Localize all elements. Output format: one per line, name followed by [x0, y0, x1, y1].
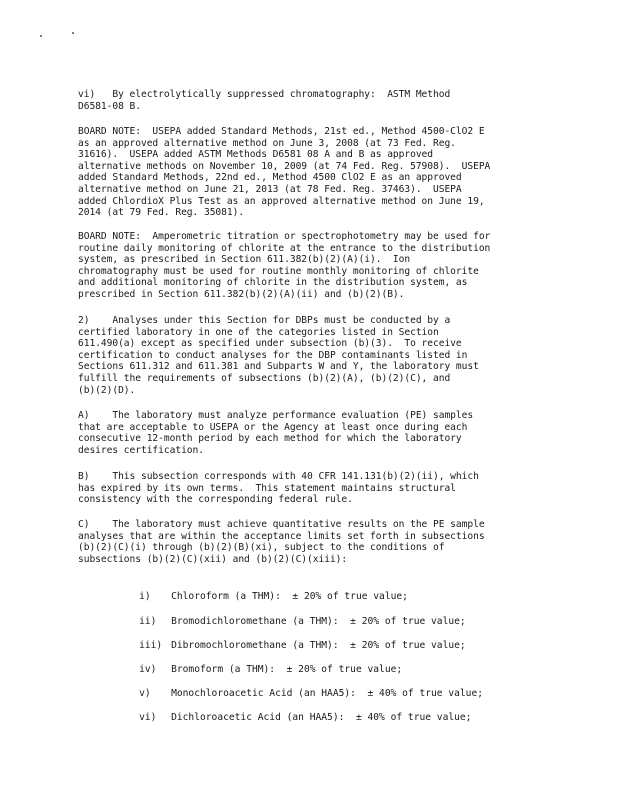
list-item-number: vi): [139, 711, 157, 723]
list-item-number: v): [139, 687, 151, 699]
paragraph-A-pe-samples: A) The laboratory must analyze performance evaluation (PE) samples that are acceptable to USEPA or the Agency at least once during each consecutive 12-month period by each method for which the laboratory desires certification.: [78, 410, 474, 456]
paragraph-C-acceptance-limits: C) The laboratory must achieve quantitative results on the PE sample analyses that are within the acceptance limits set forth in subsections (b)(2)(C)(i) through (b)(2)(B)(xi), subject to the conditions of subsections (b)(2)(C)(xii) and (b)(2)(C)(xiii):: [78, 519, 485, 565]
list-item-number: iii): [139, 639, 163, 651]
list-item-number: iv): [139, 663, 157, 675]
list-item-text: Monochloroacetic Acid (an HAA5): ± 40% of true value;: [171, 687, 484, 699]
scan-speck: [40, 35, 42, 37]
list-item-text: Dibromochloromethane (a THM): ± 20% of true value;: [171, 639, 466, 651]
list-item-text: Dichloroacetic Acid (an HAA5): ± 40% of true value;: [171, 711, 472, 723]
list-item-text: Chloroform (a THM): ± 20% of true value;: [171, 590, 408, 602]
board-note-usepa-methods: BOARD NOTE: USEPA added Standard Methods, 21st ed., Method 4500-ClO2 E as an approved alternative method on June 3, 2008 (at 73 Fed. Reg. 31616). USEPA added ASTM Methods D6581 08 A and B as approved alternative methods on November 10, 2009 (at 74 Fed. Reg. 57908). USEPA added Standard Methods, 22nd ed., Method 4500 ClO2 E as an approved alternative method on June 21, 2013 (at 78 Fed. Reg. 37463). USEPA added ChlordioX Plus Test as an approved alternative method on June 19, 2014 (at 79 Fed. Reg. 35081).: [78, 126, 491, 219]
list-item-text: Bromoform (a THM): ± 20% of true value;: [171, 663, 403, 675]
paragraph-B-expired: B) This subsection corresponds with 40 CFR 141.131(b)(2)(ii), which has expired by its own terms. This statement maintains structural consistency with the corresponding federal rule.: [78, 471, 479, 506]
list-item-text: Bromodichloromethane (a THM): ± 20% of true value;: [171, 615, 466, 627]
list-item-number: i): [139, 590, 151, 602]
board-note-chlorite-monitoring: BOARD NOTE: Amperometric titration or spectrophotometry may be used for routine daily monitoring of chlorite at the entrance to the distribution system, as prescribed in Section 611.382(b)(2)(A)(i). Ion chromatography must be used for routine monthly monitoring of chlorite and additional monitoring of chlorite in the distribution system, as prescribed in Section 611.382(b)(2)(A)(ii) and (b)(2)(B).: [78, 231, 491, 300]
paragraph-vi: vi) By electrolytically suppressed chromatography: ASTM Method D6581-08 B.: [78, 89, 451, 112]
paragraph-2-dbp-analyses: 2) Analyses under this Section for DBPs must be conducted by a certified laboratory in one of the categories listed in Section 611.490(a) except as specified under subsection (b)(3). To receive certification to conduct analyses for the DBP contaminants listed in Sections 611.312 and 611.381 and Subparts W and Y, the laboratory must fulfill the requirements of subsections (b)(2)(A), (b)(2)(C), and (b)(2)(D).: [78, 315, 479, 396]
scan-speck: [72, 32, 74, 34]
list-item-number: ii): [139, 615, 157, 627]
list-item-dichloroacetic-acid: [116, 700, 536, 735]
